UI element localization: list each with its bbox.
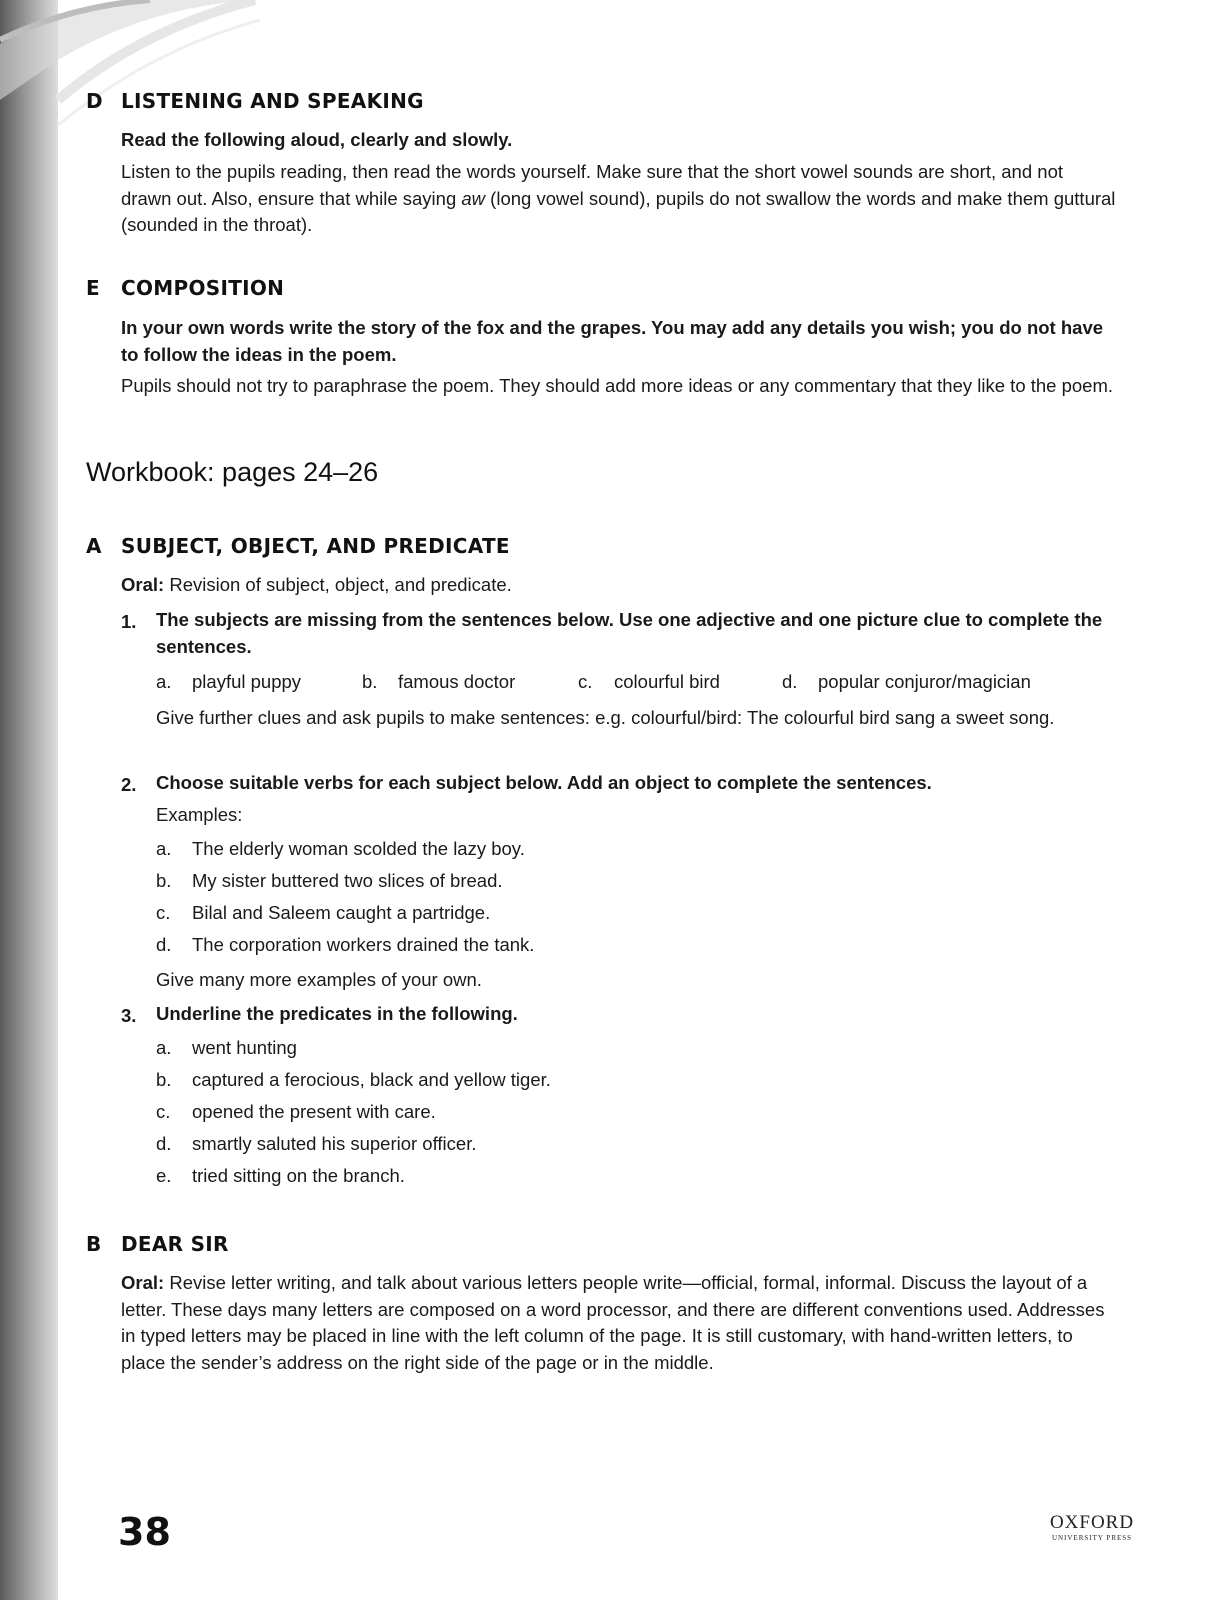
q2-examples-label: Examples: [156, 804, 243, 825]
section-d-instruction: Read the following aloud, clearly and slowly. [121, 129, 513, 150]
q2-item-label: d. [156, 934, 172, 955]
section-e-letter: E [86, 276, 100, 300]
q2-item-text: My sister buttered two slices of bread. [192, 870, 503, 891]
section-b-oral: Oral: Revise letter writing, and talk about various letters people write—official, formal, informal. Discuss the layout of a letter. These days many letters are composed on a word processor, and there are different conventions used. Addresses in typed letters may be placed in line with the left column of the page. It is still customary, with hand-written letters, to place the sender’s address on the right side of the page or in the middle. [121, 1272, 1105, 1373]
q2-item-text: The elderly woman scolded the lazy boy. [192, 838, 525, 859]
q1-answer-label: a. [156, 671, 172, 692]
q2-item-text: The corporation workers drained the tank. [192, 934, 535, 955]
section-e-body: Pupils should not try to paraphrase the poem. They should add more ideas or any commentary that they like to the poem. [121, 375, 1114, 396]
q3-item-label: a. [156, 1037, 172, 1058]
oxford-logo-subtitle: UNIVERSITY PRESS [1051, 1534, 1133, 1542]
section-a-letter: A [86, 534, 102, 558]
q1-answer-label: c. [578, 671, 593, 692]
oxford-logo: OXFORD [1049, 1512, 1135, 1533]
q1-answer-label: d. [782, 671, 798, 692]
q2-item-label: c. [156, 902, 171, 923]
section-d-title: LISTENING AND SPEAKING [121, 89, 424, 113]
section-b-letter: B [86, 1232, 102, 1256]
section-d-body: Listen to the pupils reading, then read the words yourself. Make sure that the short vowel sounds are short, and not drawn out. Also, ensure that while saying aw (long vowel sound), pupils do not swallow the words and make them guttural (sounded in the throat). [121, 161, 1116, 235]
section-d-letter: D [86, 89, 103, 113]
q3-item-text: went hunting [192, 1037, 297, 1058]
q3-item-text: opened the present with care. [192, 1101, 436, 1122]
q1-number: 1. [121, 611, 137, 632]
q3-text: Underline the predicates in the following. [156, 1003, 518, 1024]
q2-item-label: a. [156, 838, 172, 859]
q1-note: Give further clues and ask pupils to make sentences: e.g. colourful/bird: The colourful bird sang a sweet song. [156, 707, 1055, 728]
section-b-title: DEAR SIR [121, 1232, 229, 1256]
q3-item-label: c. [156, 1101, 171, 1122]
q3-item-label: e. [156, 1165, 172, 1186]
page-number: 38 [118, 1510, 171, 1554]
q3-item-label: d. [156, 1133, 172, 1154]
section-a-title: SUBJECT, OBJECT, AND PREDICATE [121, 534, 510, 558]
q1-answer-text: playful puppy [192, 671, 302, 692]
section-a-oral: Oral: Revision of subject, object, and predicate. [121, 574, 512, 595]
q3-item-text: smartly saluted his superior officer. [192, 1133, 477, 1154]
section-e-title: COMPOSITION [121, 276, 285, 300]
q1-answer-text: popular conjuror/magician [818, 671, 1031, 692]
q2-number: 2. [121, 774, 137, 795]
q3-item-text: tried sitting on the branch. [192, 1165, 405, 1186]
q3-item-text: captured a ferocious, black and yellow tiger. [192, 1069, 551, 1090]
q1-answer-label: b. [362, 671, 378, 692]
q2-item-text: Bilal and Saleem caught a partridge. [192, 902, 491, 923]
q3-number: 3. [121, 1005, 137, 1026]
q1-answer-text: colourful bird [614, 671, 720, 692]
q2-text: Choose suitable verbs for each subject below. Add an object to complete the sentences. [156, 772, 932, 793]
q2-note: Give many more examples of your own. [156, 969, 482, 990]
q2-item-label: b. [156, 870, 172, 891]
section-e-instruction: In your own words write the story of the fox and the grapes. You may add any details you wish; you do not have to follow the ideas in the poem. [121, 317, 1104, 365]
q3-item-label: b. [156, 1069, 172, 1090]
q1-text: The subjects are missing from the sentences below. Use one adjective and one picture clue to complete the sentences. [156, 609, 1103, 657]
workbook-heading: Workbook: pages 24–26 [86, 457, 379, 487]
q1-answer-text: famous doctor [398, 671, 516, 692]
